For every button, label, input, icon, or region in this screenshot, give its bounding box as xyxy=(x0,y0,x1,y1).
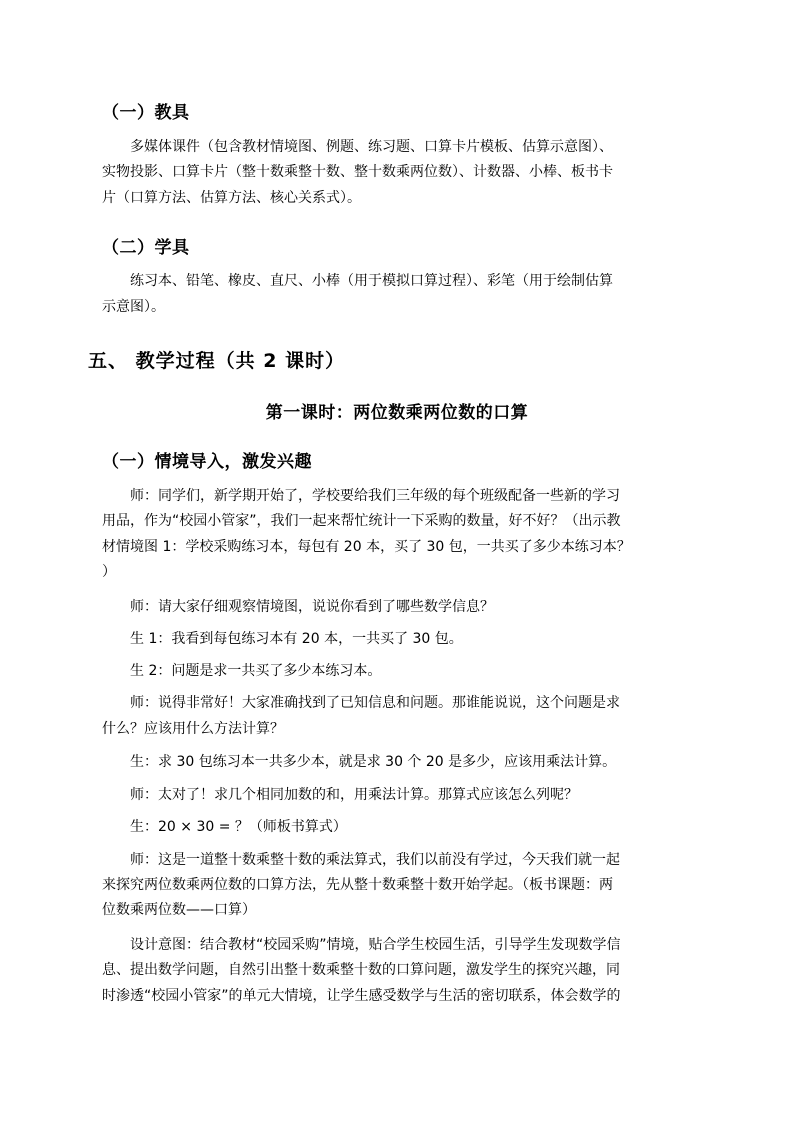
paragraph-line: 生 2：问题是求一共买了多少本练习本。 xyxy=(130,663,382,679)
paragraph-line: 生 1：我看到每包练习本有 20 本，一共买了 30 包。 xyxy=(130,631,463,647)
teaching-tools-heading: （一）教具 xyxy=(102,103,190,123)
paragraph-line: 师：请大家仔细观察情境图，说说你看到了哪些数学信息？ xyxy=(130,599,494,615)
paragraph-line: 材情境图 1：学校采购练习本，每包有 20 本，买了 30 包，一共买了多少本练习本？ xyxy=(102,539,631,555)
teaching-tools-line: 多媒体课件（包含教材情境图、例题、练习题、口算卡片模板、估算示意图）、 xyxy=(130,139,613,155)
paragraph-line: 时渗透“校园小管家”的单元大情境，让学生感受数学与生活的密切联系，体会数学的 xyxy=(102,988,621,1004)
paragraph-line: 生：求 30 包练习本一共多少本，就是求 30 个 20 是多少，应该用乘法计算。 xyxy=(130,754,617,770)
paragraph-line: ） xyxy=(102,564,116,580)
paragraph-line: 生：20 × 30 = ？（师板书算式） xyxy=(130,819,347,835)
teaching-tools-line: 片（口算方法、估算方法、核心关系式）。 xyxy=(102,190,361,206)
paragraph-line: 师：说得非常好！大家准确找到了已知信息和问题。那谁能说说，这个问题是求 xyxy=(130,695,620,711)
paragraph-line: 师：同学们，新学期开始了，学校要给我们三年级的每个班级配备一些新的学习 xyxy=(130,488,620,504)
student-tools-line: 示意图）。 xyxy=(102,299,165,315)
paragraph-line: 用品，作为“校园小管家”，我们一起来帮忙统计一下采购的数量，好不好？（出示教 xyxy=(102,513,621,529)
paragraph-line: 师：太对了！求几个相同加数的和，用乘法计算。那算式应该怎么列呢？ xyxy=(130,787,578,803)
paragraph-line: 来探究两位数乘两位数的口算方法，先从整十数乘整十数开始学起。（板书课题：两 xyxy=(102,877,613,893)
paragraph-line: 设计意图：结合教材“校园采购”情境，贴合学生校园生活，引导学生发现数学信 xyxy=(130,937,621,953)
lesson-title: 第一课时：两位数乘两位数的口算 xyxy=(265,403,529,423)
teaching-tools-line: 实物投影、口算卡片（整十数乘整十数、整十数乘两位数）、计数器、小棒、板书卡 xyxy=(102,164,613,180)
paragraph-line: 师：这是一道整十数乘整十数的乘法算式，我们以前没有学过，今天我们就一起 xyxy=(130,852,620,868)
intro-heading: （一）情境导入，激发兴趣 xyxy=(102,452,312,472)
paragraph-line: 位数乘两位数——口算） xyxy=(102,902,256,918)
student-tools-line: 练习本、铅笔、橡皮、直尺、小棒（用于模拟口算过程）、彩笔（用于绘制估算 xyxy=(130,273,613,289)
paragraph-line: 息、提出数学问题，自然引出整十数乘整十数的口算问题，激发学生的探究兴趣，同 xyxy=(102,962,620,978)
teaching-process-heading: 五、 教学过程（共 2 课时） xyxy=(88,350,346,372)
paragraph-line: 什么？应该用什么方法计算？ xyxy=(102,721,284,737)
student-tools-heading: （二）学具 xyxy=(102,238,190,258)
